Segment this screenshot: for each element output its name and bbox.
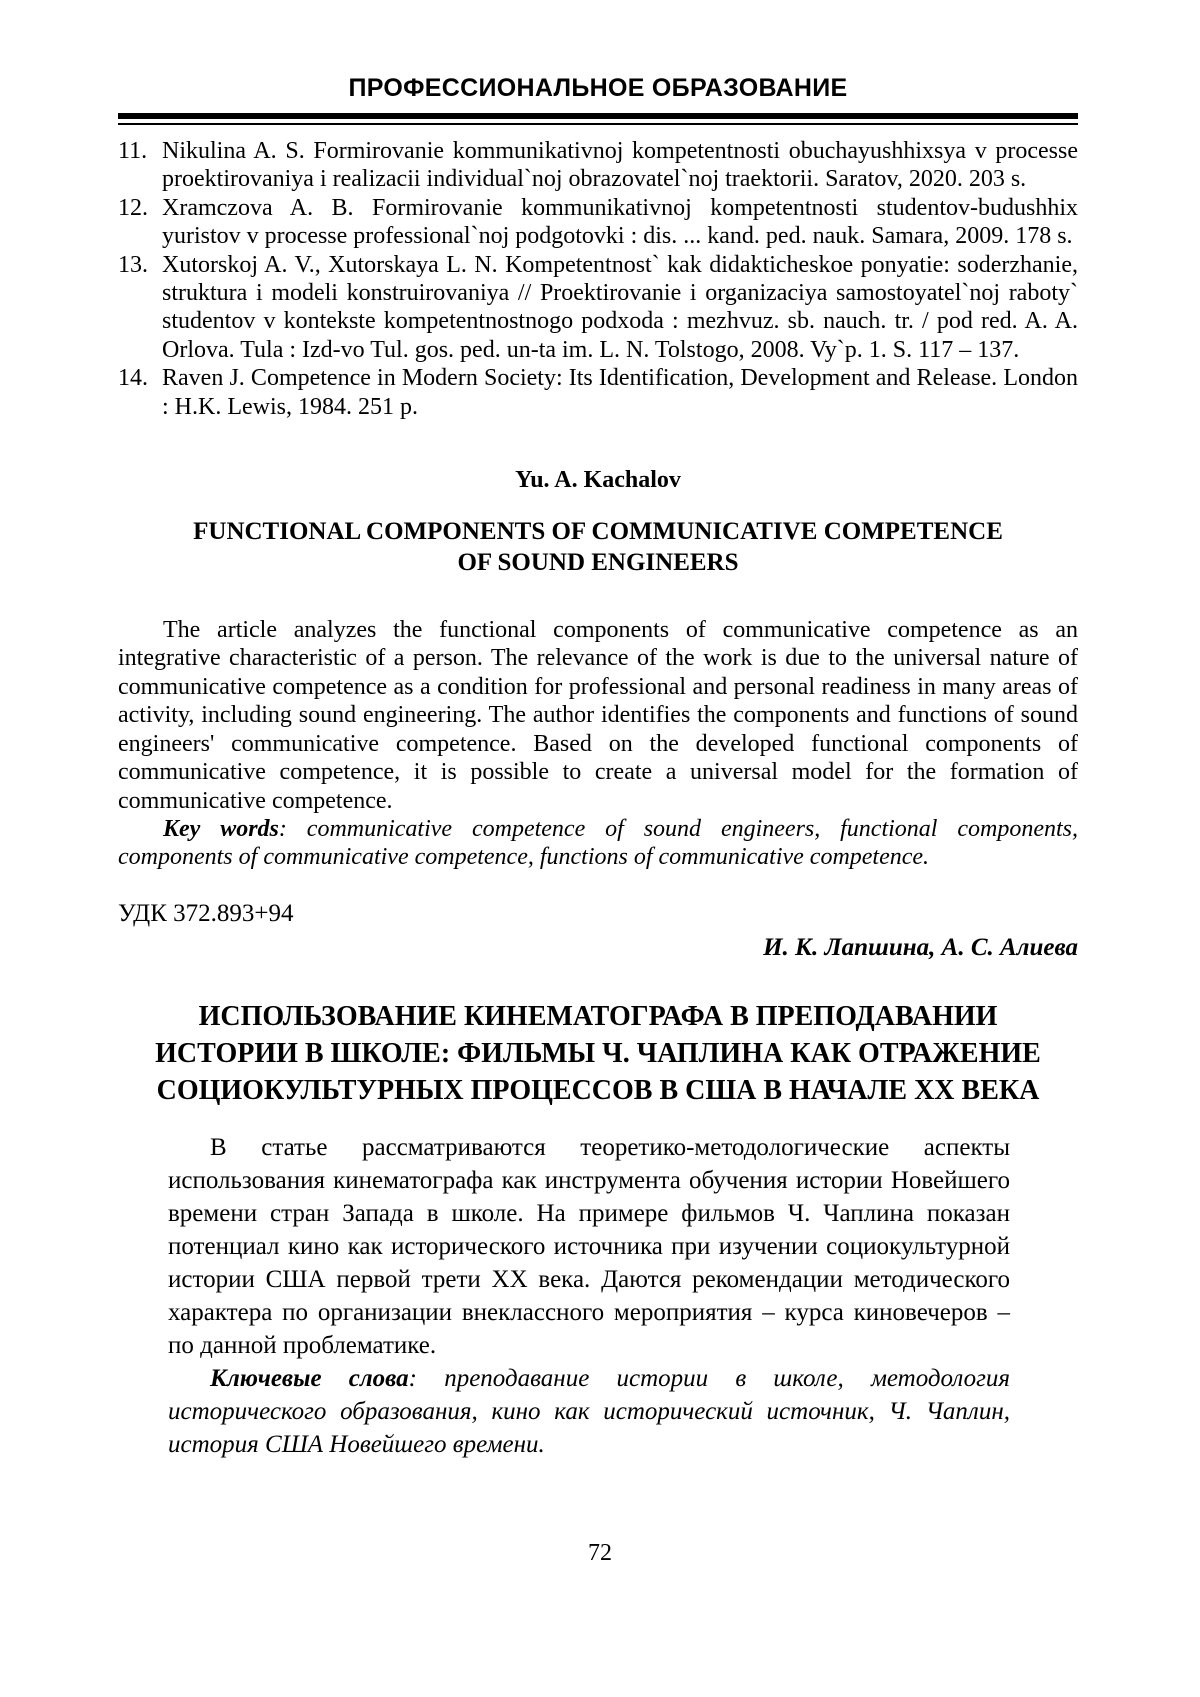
reference-number: 14.	[118, 365, 148, 392]
russian-keywords-text: : преподавание истории в школе, методология исторического образования, кино как исторический источник, Ч. Чаплин, история США Новейшего времени.	[168, 1364, 1010, 1458]
russian-article-title	[118, 998, 1078, 1109]
reference-text: Xramczova A. B. Formirovanie kommunikativnoj kompetentnosti studentov-budushhix yuristov v processe professional`noj podgotovki : dis. ... kand. ped. nauk. Samara, 2009. 178 s.	[162, 194, 1078, 250]
reference-number: 12.	[118, 194, 148, 221]
header-rule-thin	[118, 123, 1078, 125]
russian-article-title-line: СОЦИОКУЛЬТУРНЫХ ПРОЦЕССОВ В США В НАЧАЛЕ XX ВЕКА	[156, 1074, 1040, 1106]
english-keywords-label: Key words	[163, 815, 279, 842]
reference-text: Raven J. Competence in Modern Society: Its Identification, Development and Release. London : H.K. Lewis, 1984. 251 p.	[162, 365, 1078, 420]
running-head: ПРОФЕССИОНАЛЬНОЕ ОБРАЗОВАНИЕ	[348, 74, 848, 102]
reference-text: Xutorskoj A. V., Xutorskaya L. N. Kompetentnost` kak didakticheskoe ponyatie: soderzhanie, struktura i modeli konstruirovaniya // Proektirovanie i organizaciya samostoyatel`noj raboty` studentov v kontekste kompetentnostnogo podxoda : mezhvuz. sb. nauch. tr. / pod red. A. A. Orlova. Tula : Izd-vo Tul. gos. ped. un-ta im. L. N. Tolstogo, 2008. Vy`p. 1. S. 117 – 137.	[162, 251, 1078, 363]
english-keywords-text: : communicative competence of sound engineers, functional components, components of communicative competence, functions of communicative competence.	[118, 815, 1079, 871]
english-article-title-line: FUNCTIONAL COMPONENTS OF COMMUNICATIVE COMPETENCE	[193, 518, 1003, 546]
udk-number: УДК 372.893+94	[118, 899, 294, 927]
page-content	[0, 74, 1200, 1461]
russian-abstract: В статье рассматриваются теоретико-методологические аспекты использования кинематографа как инструмента обучения истории Новейшего времени стран Запада в школе. На примере фильмов Ч. Чаплина показан потенциал кино как исторического источника при изучении социокультурной истории США первой трети XX века. Даются рекомендации методического характера по организации внеклассного мероприятия – курса киновечеров – по данной проблематике.	[168, 1133, 1010, 1359]
english-article-title-line: OF SOUND ENGINEERS	[457, 549, 739, 577]
russian-keywords	[168, 1362, 1010, 1461]
russian-article-title-line: ИСПОЛЬЗОВАНИЕ КИНЕМАТОГРАФА В ПРЕПОДАВАНИИ	[198, 1000, 998, 1032]
english-article-author: Yu. A. Kachalov	[515, 467, 681, 494]
reference-item	[118, 364, 1078, 421]
reference-item	[118, 251, 1078, 365]
reference-list	[118, 137, 1078, 421]
page-number: 72	[588, 1540, 612, 1566]
russian-keywords-label: Ключевые слова	[210, 1364, 409, 1392]
reference-item	[118, 194, 1078, 251]
english-keywords	[118, 815, 1078, 872]
english-article-title	[118, 516, 1078, 578]
russian-article-title-line: ИСТОРИИ В ШКОЛЕ: ФИЛЬМЫ Ч. ЧАПЛИНА КАК ОТРАЖЕНИЕ	[155, 1037, 1041, 1069]
russian-article-authors: И. К. Лапшина, А. С. Алиева	[763, 933, 1078, 961]
reference-item	[118, 137, 1078, 194]
reference-number: 11.	[118, 138, 148, 164]
reference-number: 13.	[118, 251, 148, 278]
reference-text: Nikulina A. S. Formirovanie kommunikativnoj kompetentnosti obuchayushhixsya v processe proektirovaniya i realizacii individual`noj obrazovatel`noj traektorii. Saratov, 2020. 203 s.	[162, 138, 1078, 193]
english-abstract: The article analyzes the functional components of communicative competence as an integrative characteristic of a person. The relevance of the work is due to the universal nature of communicative competence as a condition for professional and personal readiness in many areas of activity, including sound engineering. The author identifies the components and functions of sound engineers' communicative competence. Based on the developed functional components of communicative competence, it is possible to create a universal model for the formation of communicative competence.	[118, 617, 1078, 814]
header-rule-thick	[118, 113, 1078, 119]
